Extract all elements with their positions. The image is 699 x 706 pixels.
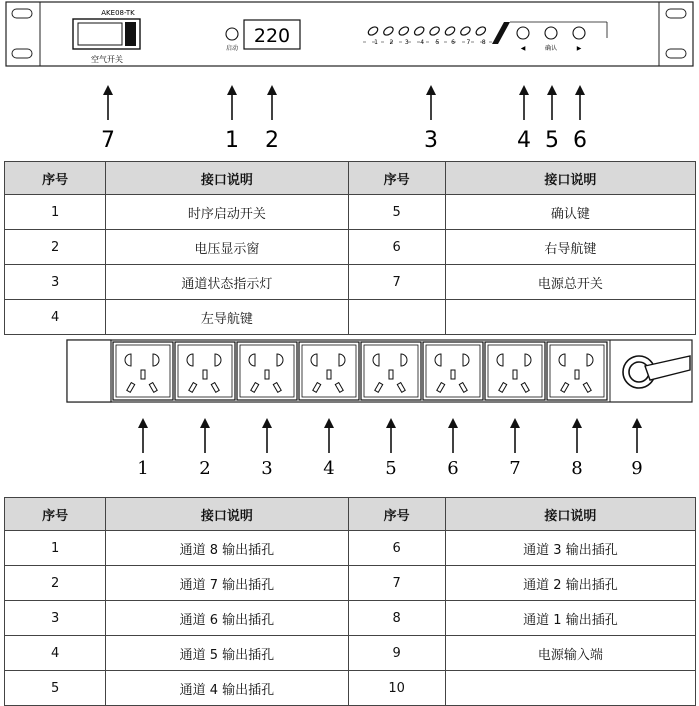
- output-socket[interactable]: [485, 342, 545, 400]
- table-cell: 3: [5, 601, 106, 636]
- output-socket[interactable]: [237, 342, 297, 400]
- table-cell: 7: [348, 566, 445, 601]
- table-row: [5, 195, 696, 230]
- callout-number: 1: [137, 458, 149, 479]
- table-cell: 左导航键: [106, 300, 348, 335]
- table-cell: 通道 6 输出插孔: [106, 601, 348, 636]
- callout-arrowhead-icon: [448, 418, 458, 428]
- col-header-description: 接口说明: [106, 498, 348, 531]
- left-nav-glyph: ◀: [520, 45, 526, 52]
- table-cell: 通道 8 输出插孔: [106, 531, 348, 566]
- callout-number: 6: [573, 128, 587, 153]
- callout-arrowhead-icon: [200, 418, 210, 428]
- table-cell: 6: [348, 230, 445, 265]
- table-cell: 3: [5, 265, 106, 300]
- col-header-description: 接口说明: [445, 498, 695, 531]
- callout-arrowhead-icon: [426, 85, 436, 95]
- confirm-button-label: 确认: [544, 45, 558, 52]
- output-socket[interactable]: [175, 342, 235, 400]
- rear-panel-left-block: [67, 340, 111, 402]
- table-cell: 通道 1 输出插孔: [445, 601, 695, 636]
- table-cell: 6: [348, 531, 445, 566]
- table-cell: 通道状态指示灯: [106, 265, 348, 300]
- col-header-index: 序号: [5, 498, 106, 531]
- table-cell: 9: [348, 636, 445, 671]
- callout-arrowhead-icon: [510, 418, 520, 428]
- table-cell: 1: [5, 195, 106, 230]
- model-label: AKE08-TK: [101, 9, 135, 17]
- callout-arrowhead-icon: [138, 418, 148, 428]
- output-socket[interactable]: [113, 342, 173, 400]
- voltage-display-value: 220: [253, 25, 291, 47]
- col-header-index: 序号: [5, 162, 106, 195]
- callout-arrowhead-icon: [227, 85, 237, 95]
- table-row: [5, 636, 696, 671]
- output-socket[interactable]: [423, 342, 483, 400]
- callout-number: 2: [199, 458, 211, 479]
- callout-number: 2: [265, 128, 279, 153]
- table-cell: 通道 3 输出插孔: [445, 531, 695, 566]
- table-cell: [445, 671, 695, 706]
- table-cell: 1: [5, 531, 106, 566]
- channel-led-number: 3: [404, 39, 409, 46]
- table-cell: 5: [348, 195, 445, 230]
- right-nav-glyph: ▶: [576, 45, 582, 52]
- callout-arrowhead-icon: [547, 85, 557, 95]
- callout-arrowhead-icon: [262, 418, 272, 428]
- callout-number: 4: [517, 128, 531, 153]
- table-cell: 电源总开关: [445, 265, 695, 300]
- air-switch-label: 空气开关: [91, 55, 123, 64]
- table-cell: 4: [5, 300, 106, 335]
- callout-arrowhead-icon: [572, 418, 582, 428]
- rear-panel-callouts: [137, 418, 642, 479]
- callout-number: 5: [545, 128, 559, 153]
- table-cell: 5: [5, 671, 106, 706]
- callout-number: 5: [385, 458, 397, 479]
- output-socket[interactable]: [299, 342, 359, 400]
- callout-arrowhead-icon: [632, 418, 642, 428]
- channel-led-number: 4: [420, 39, 425, 46]
- callout-number: 4: [323, 458, 335, 479]
- table-cell: 4: [5, 636, 106, 671]
- callout-number: 9: [631, 458, 643, 479]
- table-cell: 通道 7 输出插孔: [106, 566, 348, 601]
- table-row: [5, 265, 696, 300]
- channel-led-number: 2: [389, 39, 394, 46]
- callout-number: 3: [424, 128, 438, 153]
- channel-led-number: 6: [451, 39, 455, 46]
- channel-led-number: 8: [481, 39, 486, 46]
- table-cell: 电压显示窗: [106, 230, 348, 265]
- front-panel-table: [4, 161, 696, 335]
- callout-number: 3: [261, 458, 273, 479]
- channel-led-number: 1: [374, 39, 378, 46]
- callout-arrowhead-icon: [386, 418, 396, 428]
- table-cell: 7: [348, 265, 445, 300]
- table-cell: 2: [5, 566, 106, 601]
- table-cell: 2: [5, 230, 106, 265]
- callout-number: 1: [225, 128, 239, 153]
- table-row: [5, 531, 696, 566]
- table-cell: 确认键: [445, 195, 695, 230]
- callout-number: 7: [101, 128, 115, 153]
- table-cell: 电源输入端: [445, 636, 695, 671]
- col-header-description: 接口说明: [106, 162, 348, 195]
- callout-arrowhead-icon: [575, 85, 585, 95]
- table-cell: 通道 4 输出插孔: [106, 671, 348, 706]
- table-cell: 通道 5 输出插孔: [106, 636, 348, 671]
- table-cell: 右导航键: [445, 230, 695, 265]
- rear-panel-table: [4, 497, 696, 706]
- callout-arrowhead-icon: [103, 85, 113, 95]
- callout-arrowhead-icon: [519, 85, 529, 95]
- front-panel-diagram: [0, 0, 699, 160]
- table-cell: 8: [348, 601, 445, 636]
- channel-led-number: 5: [435, 39, 440, 46]
- channel-led-number: 7: [466, 39, 471, 46]
- output-socket[interactable]: [361, 342, 421, 400]
- col-header-index: 序号: [348, 162, 445, 195]
- output-socket[interactable]: [547, 342, 607, 400]
- table-row: [5, 230, 696, 265]
- table-header-row: [5, 162, 696, 195]
- col-header-index: 序号: [348, 498, 445, 531]
- table-cell: 通道 2 输出插孔: [445, 566, 695, 601]
- table-cell: 时序启动开关: [106, 195, 348, 230]
- callout-number: 7: [509, 458, 521, 479]
- table-header-row: [5, 498, 696, 531]
- callout-number: 8: [571, 458, 583, 479]
- callout-number: 6: [447, 458, 459, 479]
- front-panel-callouts: [101, 85, 587, 153]
- callout-arrowhead-icon: [324, 418, 334, 428]
- table-row: [5, 671, 696, 706]
- table-row: [5, 566, 696, 601]
- start-button-label: 启动: [225, 45, 239, 52]
- table-row: [5, 601, 696, 636]
- table-cell: 10: [348, 671, 445, 706]
- col-header-description: 接口说明: [445, 162, 695, 195]
- callout-arrowhead-icon: [267, 85, 277, 95]
- rear-panel-diagram: [0, 328, 699, 496]
